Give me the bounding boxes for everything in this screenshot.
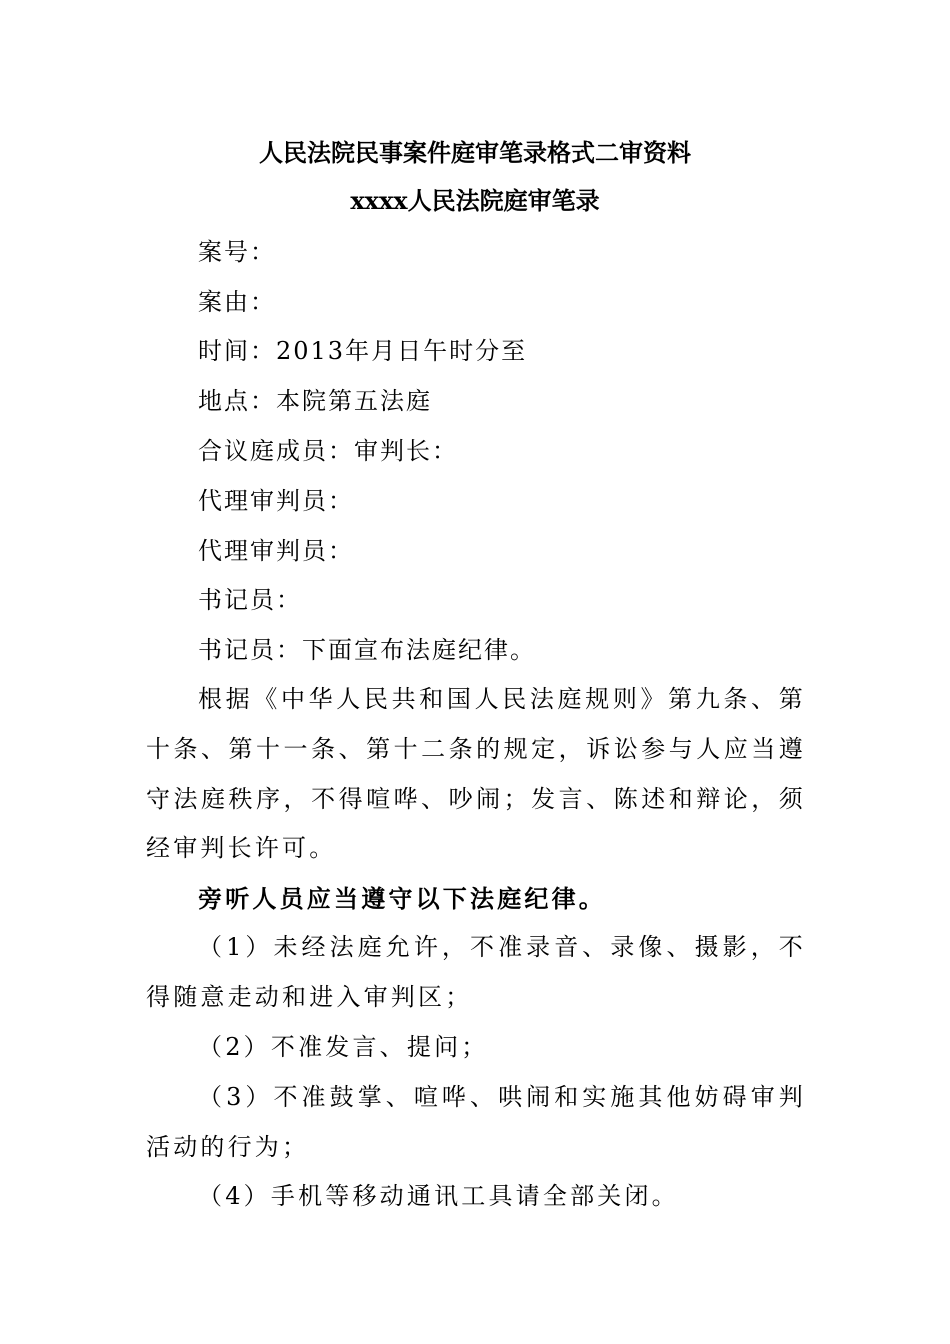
field-case-number: 案号： — [198, 238, 276, 266]
document-title: 人民法院民事案件庭审笔录格式二审资料 — [259, 138, 691, 167]
rules-paragraph: 根据《中华人民共和国人民法庭规则》第九条、第十条、第十一条、第十二条的规定，诉讼参与人应当遵守法庭秩序，不得喧哗、吵闹；发言、陈述和辩论，须经审判长许可。 — [146, 685, 806, 863]
rule-item-3: （3）不准鼓掌、喧哗、哄闹和实施其他妨碍审判活动的行为； — [146, 1083, 806, 1161]
rule-item-1: （1）未经法庭允许，不准录音、录像、摄影，不得随意走动和进入审判区； — [146, 933, 806, 1011]
rule-item-2: （2）不准发言、提问； — [198, 1033, 489, 1061]
field-time: 时间：2013年月日午时分至 — [198, 337, 528, 365]
field-acting-judge-1: 代理审判员： — [198, 487, 354, 515]
field-panel-members: 合议庭成员：审判长： — [198, 437, 458, 465]
rule-item-4: （4）手机等移动通讯工具请全部关闭。 — [198, 1182, 679, 1210]
field-case-cause: 案由： — [198, 288, 276, 316]
field-clerk: 书记员： — [198, 586, 302, 614]
field-location: 地点：本院第五法庭 — [198, 387, 432, 415]
document-subtitle: xxxx人民法院庭审笔录 — [350, 186, 600, 215]
audience-heading: 旁听人员应当遵守以下法庭纪律。 — [198, 884, 606, 913]
field-acting-judge-2: 代理审判员： — [198, 537, 354, 565]
field-clerk-announcement: 书记员：下面宣布法庭纪律。 — [198, 636, 536, 664]
